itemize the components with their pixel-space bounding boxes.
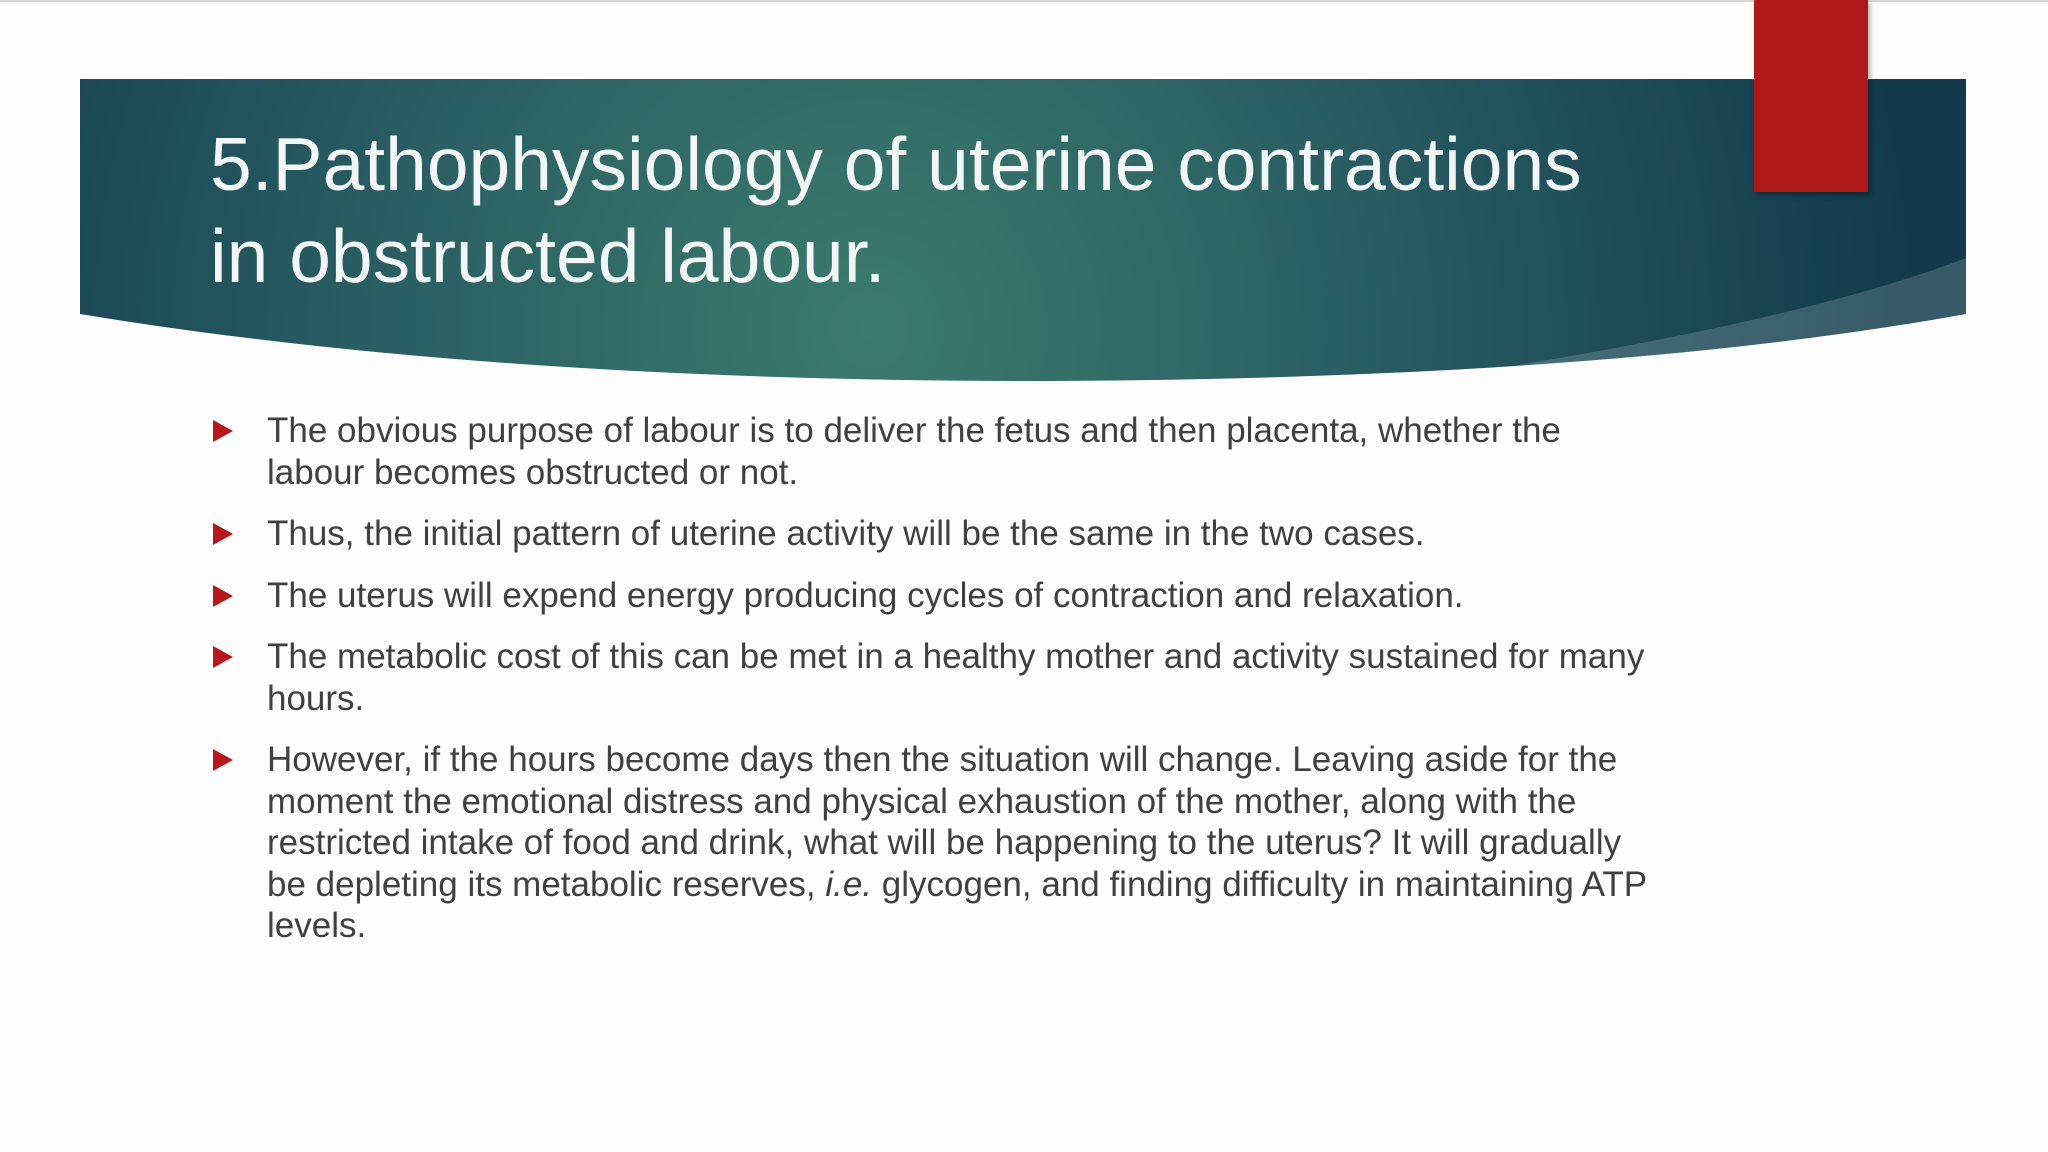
bullet-item — [210, 513, 1650, 555]
bullet-item — [210, 575, 1650, 617]
triangle-right-icon — [213, 749, 233, 771]
slide-title: 5.Pathophysiology of uterine contractions in obstructed labour. — [210, 122, 1582, 298]
bullet-list — [210, 410, 1650, 967]
bullet-text: The metabolic cost of this can be met in a healthy mother and activity sustained for many hours. — [267, 637, 1645, 718]
bullet-text-part: However, if the hours become days then the situation will change. Leaving aside for the moment the emotional distress and physical exhaustion of the mother, along with the restricted intake of food and drink, what will be happening to the uterus? It will gradually be depleting its metabolic reserves, — [267, 740, 1622, 904]
bullet-text: The obvious purpose of labour is to deliver the fetus and then placenta, whether the labour becomes obstructed or not. — [267, 411, 1561, 492]
bullet-text-emphasis: i.e. — [825, 864, 873, 904]
triangle-right-icon — [213, 646, 233, 668]
triangle-right-icon — [213, 420, 233, 442]
bullet-item — [210, 739, 1650, 947]
bullet-item — [210, 636, 1650, 719]
bullet-text: The uterus will expend energy producing cycles of contraction and relaxation. — [267, 575, 1464, 615]
triangle-right-icon — [213, 523, 233, 545]
bullet-text — [267, 740, 1646, 945]
bullet-text-part: glycogen, and finding difficulty in maintaining ATP levels. — [267, 864, 1647, 945]
triangle-right-icon — [213, 585, 233, 607]
red-tab-decoration — [1754, 0, 1868, 192]
bullet-item — [210, 410, 1650, 493]
bullet-text: Thus, the initial pattern of uterine activity will be the same in the two cases. — [267, 514, 1425, 553]
